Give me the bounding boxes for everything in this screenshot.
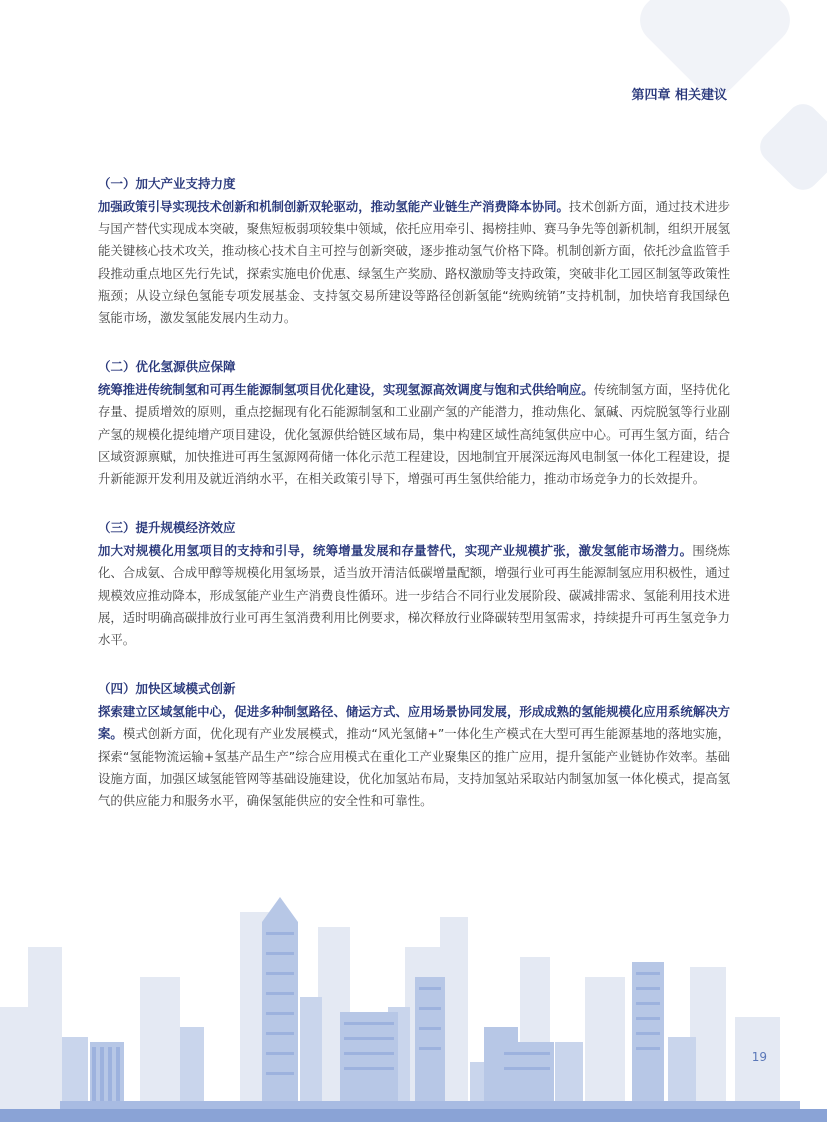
- lead-sentence: 加强政策引导实现技术创新和机制创新双轮驱动，推动氢能产业链生产消费降本协同。: [98, 199, 569, 214]
- lead-sentence: 统筹推进传统制氢和可再生能源制氢项目优化建设，实现氢源高效调度与饱和式供给响应。: [98, 382, 594, 398]
- section-paragraph: [98, 540, 730, 651]
- section-title: （四）加快区域模式创新: [98, 681, 236, 697]
- section-paragraph: [98, 379, 730, 490]
- section-2: [98, 356, 730, 490]
- section-title: （二）优化氢源供应保障: [98, 359, 236, 375]
- body-text: 技术创新方面，通过技术进步与国产替代实现成本突破，聚焦短板弱项较集中领域，依托应用牵引、揭榜挂帅、赛马争先等创新机制，组织开展氢能关键核心技术攻关，推动核心技术自主可控与创新突破，逐步推动氢气价格下降。机制创新方面，依托沙盒监管手段推动重点地区先行先试，探索实施电价优惠、绿氢生产奖励、路权激励等支持政策，突破非化工园区制氢等政策性瓶颈；从设立绿色氢能专项发展基金、支持氢交易所建设等路径创新氢能“统购统销”支持机制，加快培育我国绿色氢能市场，激发氢能发展内生动力。: [98, 199, 731, 326]
- body-text: 围绕炼化、合成氨、合成甲醇等规模化用氢场景，适当放开清洁低碳增量配额，增强行业可再生能源制氢应用积极性，通过规模效应推动降本，形成氢能产业生产消费良性循环。进一步结合不同行业发展阶段、碳减排需求、氢能利用技术进展，适时明确高碳排放行业可再生氢消费利用比例要求，梯次释放行业降碳转型用氢需求，持续提升可再生氢竞争力水平。: [98, 543, 731, 648]
- page-number: 19: [751, 1050, 767, 1064]
- lead-sentence: 探索建立区域氢能中心，促进多种制氢路径、储运方式、应用场景协同发展，形成成熟的氢能规模化应用系统解决方案。: [98, 704, 730, 742]
- main-content: [98, 173, 730, 839]
- body-text: 传统制氢方面，坚持优化存量、提质增效的原则，重点挖掘现有化石能源制氢和工业副产氢的产能潜力，推动焦化、氯碱、丙烷脱氢等行业副产氢的规模化提纯增产项目建设，优化氢源供给链区域布局，集中构建区域性高纯氢供应中心。可再生氢方面，结合区域资源禀赋，加快推进可再生氢源网荷储一体化示范工程建设，因地制宜开展深远海风电制氢一体化工程建设，提升新能源开发利用及就近消纳水平，在相关政策引导下，增强可再生氢供给能力，推动市场竞争力的长效提升。: [98, 382, 731, 487]
- section-1: [98, 173, 730, 329]
- lead-sentence: 加大对规模化用氢项目的支持和引导，统筹增量发展和存量替代，实现产业规模扩张，激发氢能市场潜力。: [98, 543, 693, 559]
- chapter-header: 第四章 相关建议: [631, 88, 727, 103]
- section-paragraph: [98, 196, 730, 329]
- section-title: （一）加大产业支持力度: [98, 176, 236, 191]
- section-4: [98, 678, 730, 812]
- section-3: [98, 517, 730, 651]
- section-paragraph: [98, 701, 730, 812]
- section-title: （三）提升规模经济效应: [98, 520, 236, 536]
- city-skyline-illustration: [0, 887, 827, 1122]
- body-text: 模式创新方面，优化现有产业发展模式，推动“风光氢储+”一体化生产模式在大型可再生能源基地的落地实施，探索“氢能物流运输+氢基产品生产”综合应用模式在重化工产业聚集区的推广应用，提升氢能产业链协作效率。基础设施方面，加强区域氢能管网等基础设施建设，优化加氢站布局，支持加氢站采取站内制氢加氢一体化模式，提高氢气的供应能力和服务水平，确保氢能供应的安全性和可靠性。: [98, 726, 730, 809]
